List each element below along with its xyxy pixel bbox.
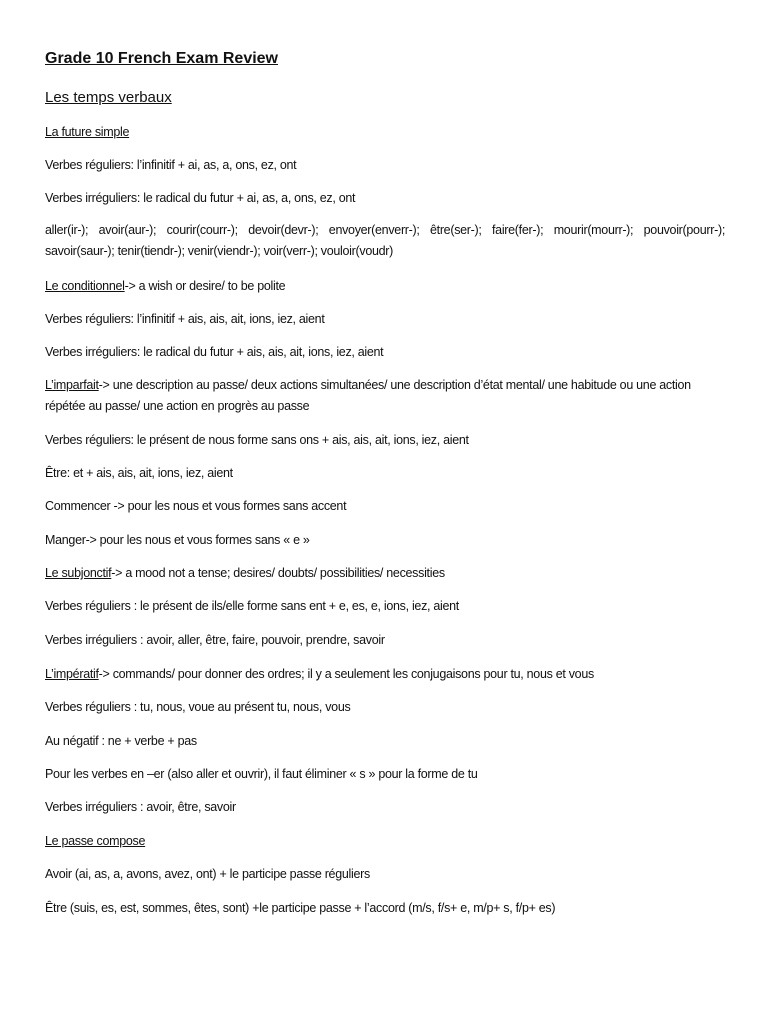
subjonctif-heading: Le subjonctif bbox=[45, 566, 112, 580]
imperatif-negatif: Au négatif : ne + verbe + pas bbox=[45, 734, 197, 748]
passe-compose-etre: Être (suis, es, est, sommes, êtes, sont) +le participe passe + l’accord (m/s, f/s+ e, m/p+ s, f/p+ es) bbox=[45, 901, 556, 915]
imparfait-etre: Être: et + ais, ais, ait, ions, iez, aient bbox=[45, 466, 233, 480]
imperatif-note: -> commands/ pour donner des ordres; il y a seulement les conjugaisons pour tu, nous et vous bbox=[98, 667, 594, 681]
passe-compose-heading: Le passe compose bbox=[45, 834, 146, 848]
passe-compose-heading-line bbox=[45, 830, 725, 852]
conditionnel-reguliers: Verbes réguliers: l’infinitif + ais, ais, ait, ions, iez, aient bbox=[45, 312, 325, 326]
subjonctif-line bbox=[45, 562, 725, 584]
imparfait-commencer: Commencer -> pour les nous et vous formes sans accent bbox=[45, 499, 347, 513]
subjonctif-note: -> a mood not a tense; desires/ doubts/ possibilities/ necessities bbox=[111, 566, 445, 580]
imparfait-note: -> une description au passe/ deux actions simultanées/ une description d’état mental/ une habitude ou une action répétée au passe/ une action en progrès au passe bbox=[45, 378, 691, 413]
futur-heading-line bbox=[45, 121, 725, 143]
imperatif-line bbox=[45, 663, 725, 685]
conditionnel-irreguliers: Verbes irréguliers: le radical du futur + ais, ais, ait, ions, iez, aient bbox=[45, 345, 384, 359]
futur-irreguliers: Verbes irréguliers: le radical du futur + ai, as, a, ons, ez, ont bbox=[45, 191, 356, 205]
conditionnel-heading: Le conditionnel bbox=[45, 279, 125, 293]
futur-reguliers: Verbes réguliers: l’infinitif + ai, as, a, ons, ez, ont bbox=[45, 158, 297, 172]
futur-radicaux: aller(ir-); avoir(aur-); courir(courr-); devoir(devr-); envoyer(enverr-); être(ser-); faire(fer-); mourir(mourr-); pouvoir(pourr-); savoir(saur-); tenir(tiendr-); venir(viendr-); voir(verr-); vouloir(voudr) bbox=[45, 223, 725, 258]
imperatif-irreguliers: Verbes irréguliers : avoir, être, savoir bbox=[45, 800, 236, 814]
imperatif-heading: L’impératif bbox=[45, 667, 99, 681]
futur-heading: La future simple bbox=[45, 125, 130, 139]
passe-compose-avoir: Avoir (ai, as, a, avons, avez, ont) + le participe passe réguliers bbox=[45, 867, 370, 881]
subjonctif-reguliers: Verbes réguliers : le présent de ils/elle forme sans ent + e, es, e, ions, iez, aient bbox=[45, 599, 459, 613]
imparfait-line bbox=[45, 375, 725, 417]
section-heading: Les temps verbaux bbox=[45, 89, 172, 106]
imperatif-er: Pour les verbes en –er (also aller et ouvrir), il faut éliminer « s » pour la forme de tu bbox=[45, 767, 478, 781]
imparfait-reguliers: Verbes réguliers: le présent de nous forme sans ons + ais, ais, ait, ions, iez, aient bbox=[45, 433, 469, 447]
page-title: Grade 10 French Exam Review bbox=[45, 50, 278, 67]
imparfait-heading: L’imparfait bbox=[45, 378, 99, 392]
imparfait-manger: Manger-> pour les nous et vous formes sans « e » bbox=[45, 533, 310, 547]
conditionnel-line bbox=[45, 275, 725, 297]
subjonctif-irreguliers: Verbes irréguliers : avoir, aller, être, faire, pouvoir, prendre, savoir bbox=[45, 633, 385, 647]
conditionnel-note: -> a wish or desire/ to be polite bbox=[124, 279, 286, 293]
imperatif-reguliers: Verbes réguliers : tu, nous, voue au présent tu, nous, vous bbox=[45, 700, 351, 714]
